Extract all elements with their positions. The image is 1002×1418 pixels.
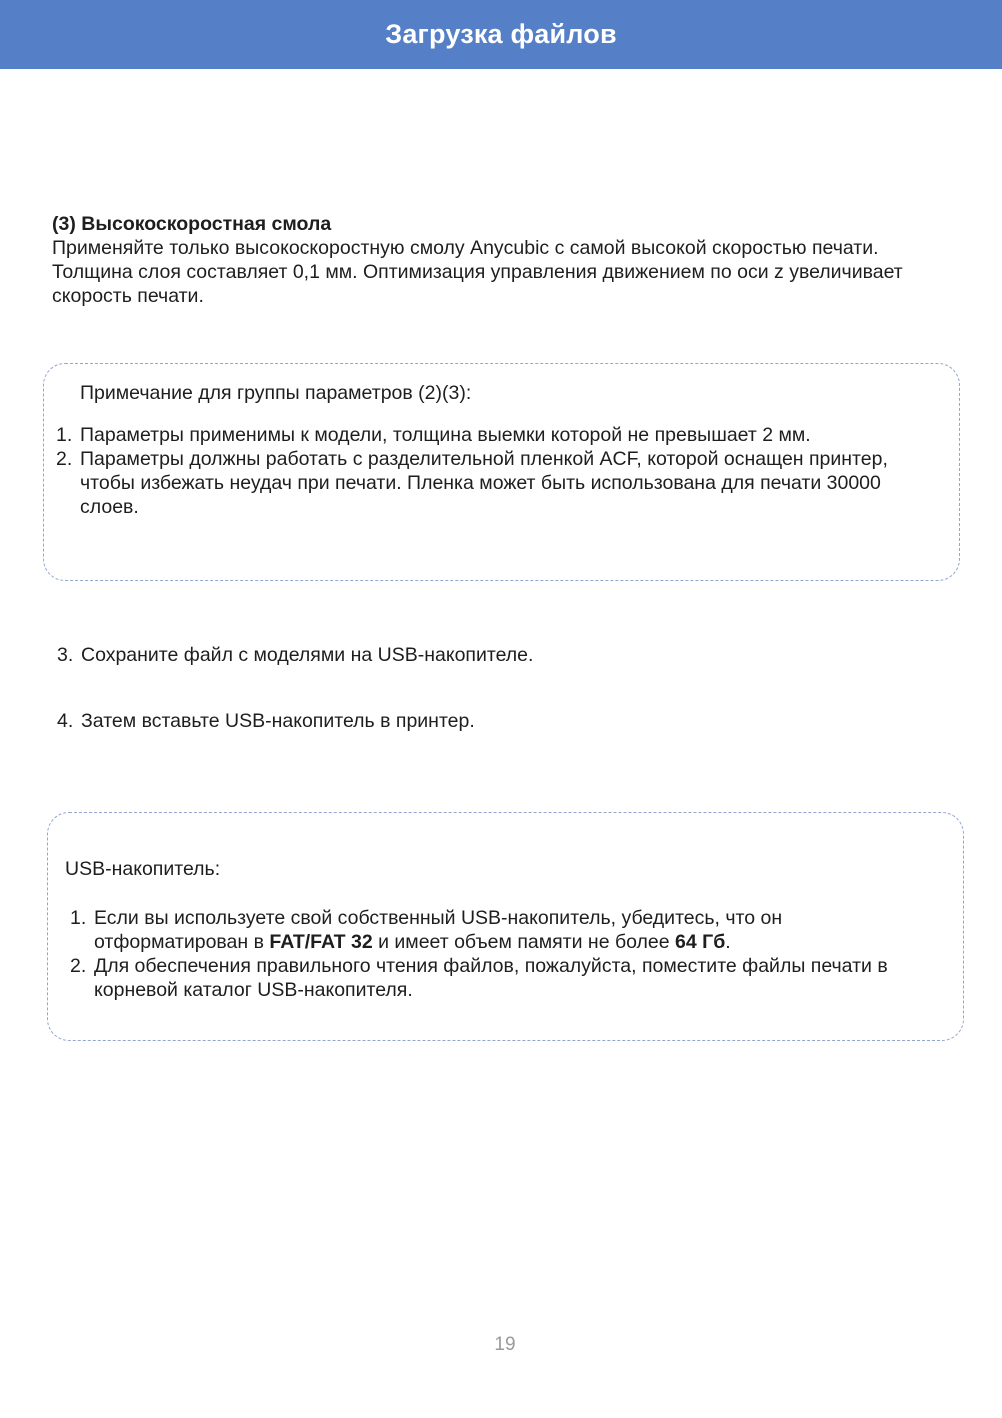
step-text: Затем вставьте USB-накопитель в принтер. [81, 710, 475, 732]
note-list [70, 906, 940, 1002]
text-segment: Если вы используете свой собственный USB-накопитель, убедитесь, что он отформатирован в [94, 907, 783, 953]
list-text [94, 907, 782, 953]
list-text: Для обеспечения правильного чтения файлов, пожалуйста, поместите файлы печати в корневой каталог USB-накопителя. [94, 955, 888, 1001]
parameters-note-box [43, 363, 960, 581]
list-item [70, 954, 940, 1002]
list-number: 2. [56, 448, 73, 470]
step-insert-usb [57, 709, 475, 733]
note-title: USB-накопитель: [65, 858, 221, 880]
page-header [0, 0, 1002, 69]
note-list [56, 423, 916, 519]
page-title: Загрузка файлов [385, 19, 617, 49]
step-number: 4. [57, 710, 74, 732]
list-text: Параметры должны работать с разделительной пленкой ACF, которой оснащен принтер, чтобы избежать неудач при печати. Пленка может быть использована для печати 30000 слоев. [80, 448, 888, 518]
step-text: Сохраните файл с моделями на USB-накопителе. [81, 644, 534, 666]
section-title: (3) Высокоскоростная смола [52, 213, 332, 235]
note-title: Примечание для группы параметров (2)(3): [80, 382, 472, 404]
usb-note-box [47, 812, 964, 1041]
list-number: 2. [70, 955, 87, 977]
memory-limit: 64 Гб [675, 931, 726, 953]
file-system-format: FAT/FAT 32 [269, 931, 373, 953]
list-item [70, 906, 940, 954]
page-number: 19 [494, 1334, 516, 1355]
section-body: Применяйте только высокоскоростную смолу Anycubic с самой высокой скоростью печати. Толщина слоя составляет 0,1 мм. Оптимизация управления движением по оси z увеличивает скорость печати. [52, 237, 903, 307]
list-number: 1. [56, 424, 73, 446]
text-segment: . [725, 931, 731, 953]
list-item [56, 447, 916, 519]
high-speed-resin-section [52, 212, 952, 308]
step-save-file [57, 643, 533, 667]
list-item [56, 423, 916, 447]
text-segment: и имеет объем памяти не более [372, 931, 676, 953]
step-number: 3. [57, 644, 74, 666]
list-number: 1. [70, 907, 87, 929]
list-text: Параметры применимы к модели, толщина выемки которой не превышает 2 мм. [80, 424, 811, 446]
